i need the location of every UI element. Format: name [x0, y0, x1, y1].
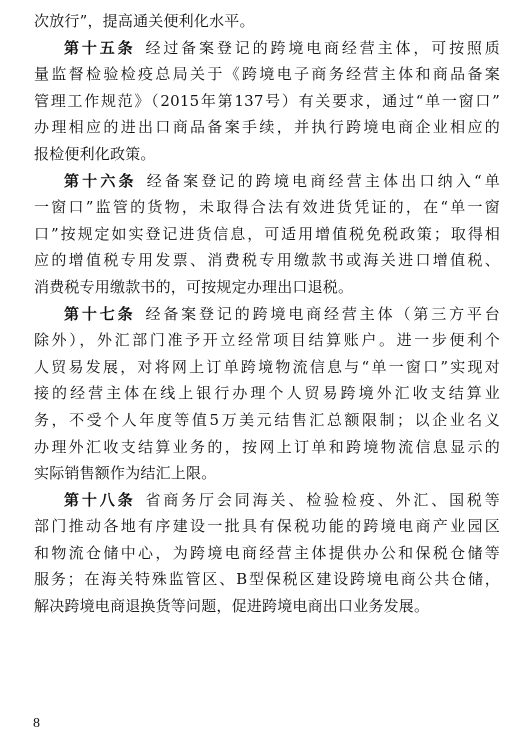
article-line: 除外），外汇部门准予开立经常项目结算账户。进一步便利个 — [34, 331, 500, 350]
article-line: 接的经营主体在线上银行办理个人贸易跨境外汇收支结算业 — [34, 384, 500, 403]
article-heading: 第十六条 — [64, 171, 137, 190]
article-line: 实际销售额作为结汇上限。 — [34, 464, 217, 483]
document-body — [34, 8, 500, 620]
article-line: 口”按规定如实登记进货信息，可适用增值税免税政策；取得相 — [34, 224, 500, 243]
article-text: 省商务厅会同海关、检验检疫、外汇、国税等 — [145, 490, 500, 509]
article-line: 部门推动各地有序建设一批具有保税功能的跨境电商产业园区 — [34, 517, 500, 536]
article-first-line — [34, 487, 500, 514]
article-line: 人贸易发展，对将网上订单跨境物流信息与“单一窗口”实现对 — [34, 357, 500, 376]
article-text: 经备案登记的跨境电商经营主体出口纳入“单 — [146, 171, 500, 190]
article-line: 服务；在海关特殊监管区、B型保税区建设跨境电商公共仓储， — [34, 570, 500, 589]
article-line: 应的增值税专用发票、消费税专用缴款书或海关进口增值税、 — [34, 251, 500, 270]
page-number: 8 — [33, 716, 40, 731]
article-text: 经备案登记的跨境电商经营主体（第三方平台 — [145, 304, 500, 323]
article-line: 一窗口”监管的货物，未取得合法有效进货凭证的，在“单一窗 — [34, 198, 500, 217]
article-line: 务，不受个人年度等值5万美元结售汇总额限制；以企业名义 — [34, 410, 500, 429]
article-heading: 第十八条 — [64, 490, 136, 509]
article-line: 办理外汇收支结算业务的，按网上订单和跨境物流信息显示的 — [34, 437, 500, 456]
article-line: 报检便利化政策。 — [34, 144, 156, 163]
article-line: 办理相应的进出口商品备案手续，并执行跨境电商企业相应的 — [34, 118, 500, 137]
article-heading: 第十七条 — [64, 304, 136, 323]
article-line: 消费税专用缴款书的，可按规定办理出口退税。 — [34, 277, 354, 296]
article-17 — [34, 301, 500, 487]
article-line: 量监督检验检疫总局关于《跨境电子商务经营主体和商品备案 — [34, 65, 500, 84]
article-text: 经过备案登记的跨境电商经营主体，可按照质 — [145, 38, 500, 57]
article-line: 管理工作规范》（2015年第137号）有关要求，通过“单一窗口” — [34, 91, 500, 110]
continuation-line: 次放行”，提高通关便利化水平。 — [34, 12, 255, 30]
article-heading: 第十五条 — [64, 38, 136, 57]
article-first-line — [34, 35, 500, 62]
article-first-line — [34, 301, 500, 328]
article-15 — [34, 35, 500, 168]
article-16 — [34, 168, 500, 301]
article-18 — [34, 487, 500, 620]
article-line: 和物流仓储中心，为跨境电商经营主体提供办公和保税仓储等 — [34, 543, 500, 562]
article-line: 解决跨境电商退换货等问题，促进跨境电商出口业务发展。 — [34, 597, 430, 616]
article-first-line — [34, 168, 500, 195]
